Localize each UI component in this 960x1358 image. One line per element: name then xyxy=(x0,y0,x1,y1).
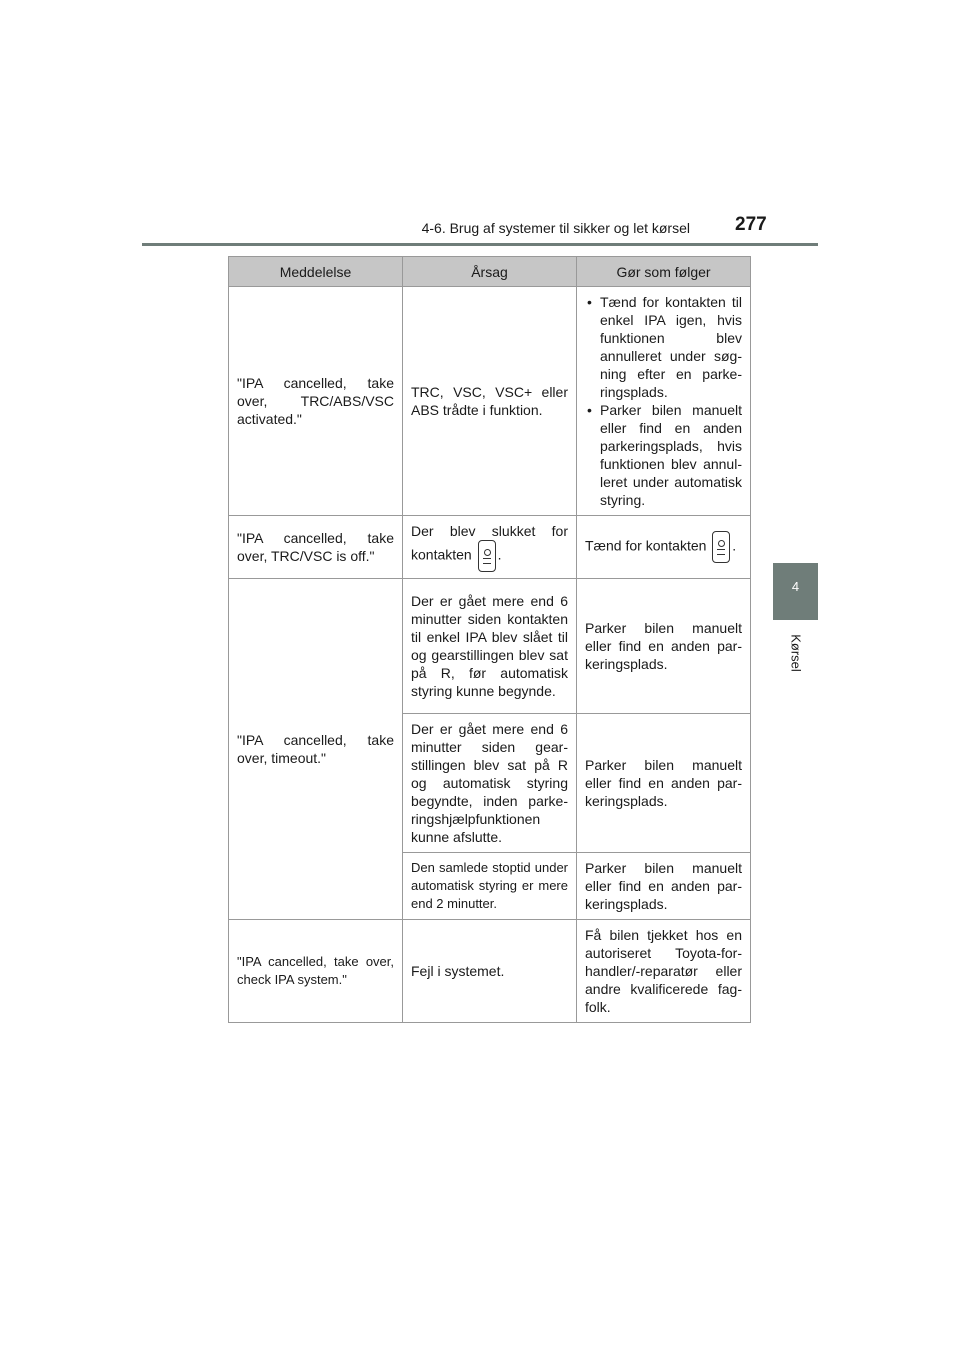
action-cell xyxy=(577,287,751,516)
cause-cell xyxy=(403,516,577,579)
vsc-off-switch-icon xyxy=(712,531,730,563)
table-row xyxy=(229,516,751,579)
section-title: 4-6. Brug af systemer til sikker og let kørsel xyxy=(421,220,690,236)
vsc-off-switch-icon xyxy=(478,540,496,572)
cause-cell: Der er gået mere end 6 minutter siden kontakten til enkel IPA blev slået til og gearstillingen blev sat på R, før automatisk styring kunne begynde. xyxy=(403,579,577,714)
action-list xyxy=(585,293,742,509)
action-cell xyxy=(577,516,751,579)
chapter-name xyxy=(786,628,806,678)
page-number: 277 xyxy=(735,214,767,235)
period: . xyxy=(732,537,737,554)
message-cell: "IPA cancelled, take over, check IPA system." xyxy=(229,920,403,1023)
action-cell: Parker bilen manuelt eller find en anden parkeringsplads. xyxy=(577,579,751,714)
cause-text: Der blev slukket for kontakten xyxy=(411,523,568,563)
cause-cell: Den samlede stoptid under automatisk styring er mere end 2 minutter. xyxy=(403,853,577,920)
cause-cell: Der er gået mere end 6 minutter siden gearstillingen blev sat på R og automatisk styring begyndte, inden parkeringshjælpfunktionen kunne afslutte. xyxy=(403,714,577,853)
list-item: • Tænd for kontakten til enkel IPA igen, hvis funktionen blev annulleret under søgning efter en parkeringsplads. xyxy=(585,293,742,401)
period: . xyxy=(497,546,502,563)
list-item: • Parker bilen manuelt eller find en anden parkeringsplads, hvis funktionen blev annulleret under automatisk styring. xyxy=(585,401,742,509)
action-cell: Få bilen tjekket hos en autoriseret Toyota-forhandler/-reparatør eller andre kvalificerede fagfolk. xyxy=(577,920,751,1023)
column-header: Gør som følger xyxy=(577,257,751,287)
column-header: Meddelelse xyxy=(229,257,403,287)
table-row xyxy=(229,287,751,516)
message-cell: "IPA cancelled, take over, timeout." xyxy=(229,579,403,920)
header-divider xyxy=(142,243,818,246)
column-header: Årsag xyxy=(403,257,577,287)
action-text: Tænd for kontakten xyxy=(585,537,707,554)
action-cell: Parker bilen manuelt eller find en anden parkeringsplads. xyxy=(577,853,751,920)
message-cell: "IPA cancelled, take over, TRC/VSC is off." xyxy=(229,516,403,579)
chapter-name-label: Kørsel xyxy=(788,634,804,672)
cause-cell: TRC, VSC, VSC+ eller ABS trådte i funktion. xyxy=(403,287,577,516)
chapter-tab[interactable]: 4 xyxy=(773,563,818,620)
cause-cell: Fejl i systemet. xyxy=(403,920,577,1023)
table-row xyxy=(229,920,751,1023)
table-header-row xyxy=(229,257,751,287)
table-row xyxy=(229,579,751,714)
action-cell: Parker bilen manuelt eller find en anden parkeringsplads. xyxy=(577,714,751,853)
message-cell: "IPA cancelled, take over, TRC/ABS/VSC activated." xyxy=(229,287,403,516)
message-table xyxy=(228,256,751,1023)
